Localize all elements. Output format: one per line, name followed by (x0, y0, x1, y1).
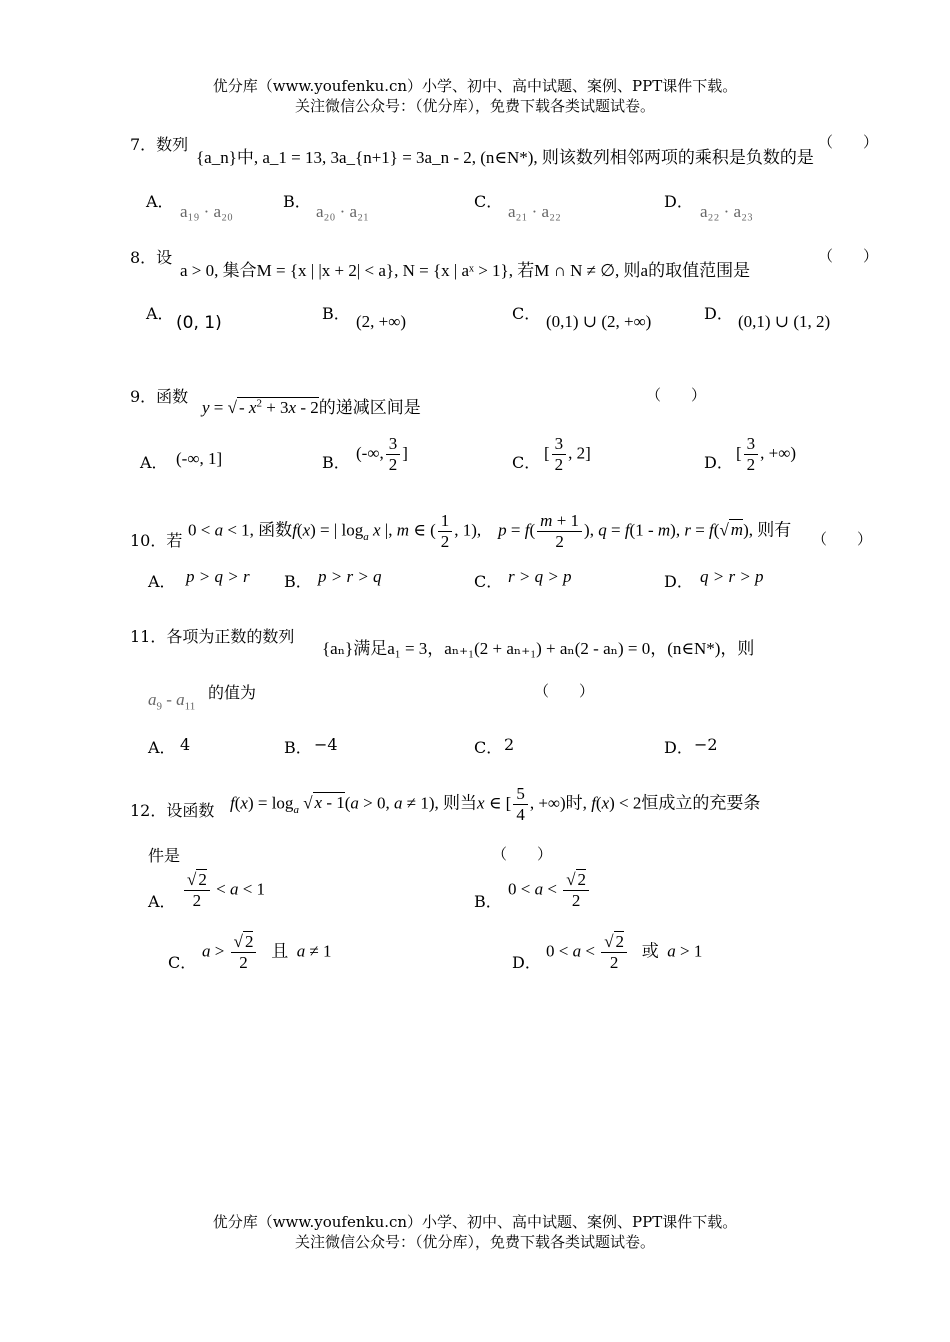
q10-option-d-label: D． (664, 572, 693, 591)
q7-option-b-label: B． (283, 192, 311, 211)
q11-option-d-label: D． (664, 738, 693, 757)
q8-option-c-label: C． (512, 304, 541, 323)
header-line-1: 优分库（www.youfenku.cn）小学、初中、高中试题、案例、PPT课件下载。 (212, 77, 738, 95)
q7-option-a: a₁₉ · a₂₀ (180, 202, 233, 221)
q8-number: 8．设 (130, 248, 173, 267)
q9-option-a: (-∞, 1] (176, 449, 223, 468)
q10-option-b: p > r > q (318, 567, 382, 586)
q9-option-d: [ $\frac{3}{2}$ , +∞) (736, 434, 797, 474)
q9-stem: y = √ - $x^2 + 3x - 2$的递减区间是 (202, 397, 421, 417)
q7-answer-paren: （ ） (818, 133, 879, 151)
q11-option-a-label: A． (148, 738, 176, 757)
q7-option-d-label: D． (664, 192, 693, 211)
q9-option-c-label: C． (512, 453, 541, 472)
q9-answer-paren: （ ） (646, 386, 707, 404)
q11-option-b: −4 (314, 735, 338, 754)
q9-stem-tail: 的递减区间是 (318, 398, 421, 417)
q12-answer-paren: （ ） (492, 845, 553, 863)
q11-answer-paren: （ ） (534, 682, 595, 700)
q10-option-a-label: A． (148, 572, 176, 591)
q9-option-b-label: B． (322, 453, 350, 472)
q10-option-c-label: C． (474, 572, 503, 591)
q12-number: 12．设函数 (130, 801, 215, 820)
q10-option-c: r > q > p (508, 567, 572, 586)
q8-option-b-label: B． (322, 304, 350, 323)
q12-option-b-label: B． (474, 892, 502, 911)
q11-stem: {aₙ}满足a₁ = 3，aₙ₊₁(2 + aₙ₊₁) + aₙ(2 - aₙ) = 0，(n∈N*)，则 (322, 639, 755, 658)
q11-line2-expr: $a_9 - a_{11}$ (148, 690, 196, 713)
q12-option-a-label: A． (148, 892, 176, 911)
q8-stem: a > 0, 集合M = {x | |x + 2| < a}, N = {x | aˣ > 1}, 若M ∩ N ≠ ∅, 则a的取值范围是 (180, 261, 751, 280)
q9-option-c: [ $\frac{3}{2}$ , 2] (544, 434, 591, 474)
q7-option-a-label: A． (146, 192, 174, 211)
q9-option-d-label: D． (704, 453, 733, 472)
q10-option-a: p > q > r (186, 567, 250, 586)
q9-option-a-label: A． (140, 453, 168, 472)
q7-option-d: a₂₂ · a₂₃ (700, 202, 753, 221)
footer-line-2: 关注微信公众号：（优分库），免费下载各类试题试卷。 (294, 1233, 655, 1251)
q8-option-a-label: A． (146, 304, 174, 323)
page-header (0, 76, 950, 116)
q11-option-d: −2 (694, 735, 718, 754)
q10-stem: 0 < a < 1, 函数f(x) = | $\log_a x$ |, m ∈ ( $\frac{1}{2}$ , 1), p = f( $\frac{m + 1}{2}$ ), q = f(1 - m), r = f(√ m), 则有 (188, 511, 792, 551)
q7-option-b: a₂₀ · a₂₁ (316, 202, 369, 221)
q11-option-a: 4 (180, 735, 191, 754)
q12-option-a: $\frac{√ 2}{2}$ < a < 1 (182, 870, 265, 911)
q12-option-b: 0 < a < $\frac{√ 2}{2}$ (508, 870, 591, 911)
q9-option-b: (-∞, $\frac{3}{2}$ ] (356, 434, 408, 474)
q12-stem: $f(x) = \log_a$ √ x - 1(a > 0, a ≠ 1), 则当x ∈ [ $\frac{5}{4}$ , +∞)时, f(x) < 2恒成立的充要条 (230, 784, 761, 824)
q12-line2: 件是 (148, 846, 181, 865)
q10-answer-paren: （ ） (812, 530, 873, 548)
page-footer (0, 1212, 950, 1252)
q11-line2-tail: 的值为 (208, 683, 257, 702)
q8-option-a: (0, 1) (176, 313, 222, 333)
header-line-2: 关注微信公众号：（优分库），免费下载各类试题试卷。 (294, 97, 655, 115)
q11-option-c-label: C． (474, 738, 503, 757)
q8-answer-paren: （ ） (818, 247, 879, 265)
q8-option-c: (0,1) ∪ (2, +∞) (546, 312, 652, 331)
q12-option-c-label: C． (168, 953, 197, 972)
q7-stem: {a_n}中, a_1 = 13, 3a_{n+1} = 3a_n - 2, (n∈N*), 则该数列相邻两项的乘积是负数的是 (196, 148, 814, 167)
q10-option-b-label: B． (284, 572, 312, 591)
q12-option-c: a > $\frac{√ 2}{2}$ 且 a ≠ 1 (202, 932, 332, 972)
q7-option-c-label: C． (474, 192, 503, 211)
q11-number: 11．各项为正数的数列 (130, 627, 295, 646)
footer-line-1: 优分库（www.youfenku.cn）小学、初中、高中试题、案例、PPT课件下载。 (212, 1213, 738, 1231)
q7-number: 7．数列 (130, 135, 189, 154)
q12-option-d-label: D． (512, 953, 541, 972)
q10-option-d: q > r > p (700, 567, 764, 586)
q9-number: 9．函数 (130, 387, 189, 406)
q11-option-b-label: B． (284, 738, 312, 757)
q8-option-d: (0,1) ∪ (1, 2) (738, 312, 831, 331)
q8-option-b: (2, +∞) (356, 312, 407, 331)
q11-option-c: 2 (504, 735, 515, 754)
q12-option-d: 0 < a < $\frac{√ 2}{2}$ 或 a > 1 (546, 932, 703, 972)
q10-number: 10．若 (130, 531, 183, 550)
q7-option-c: a₂₁ · a₂₂ (508, 202, 561, 221)
q8-option-d-label: D． (704, 304, 733, 323)
